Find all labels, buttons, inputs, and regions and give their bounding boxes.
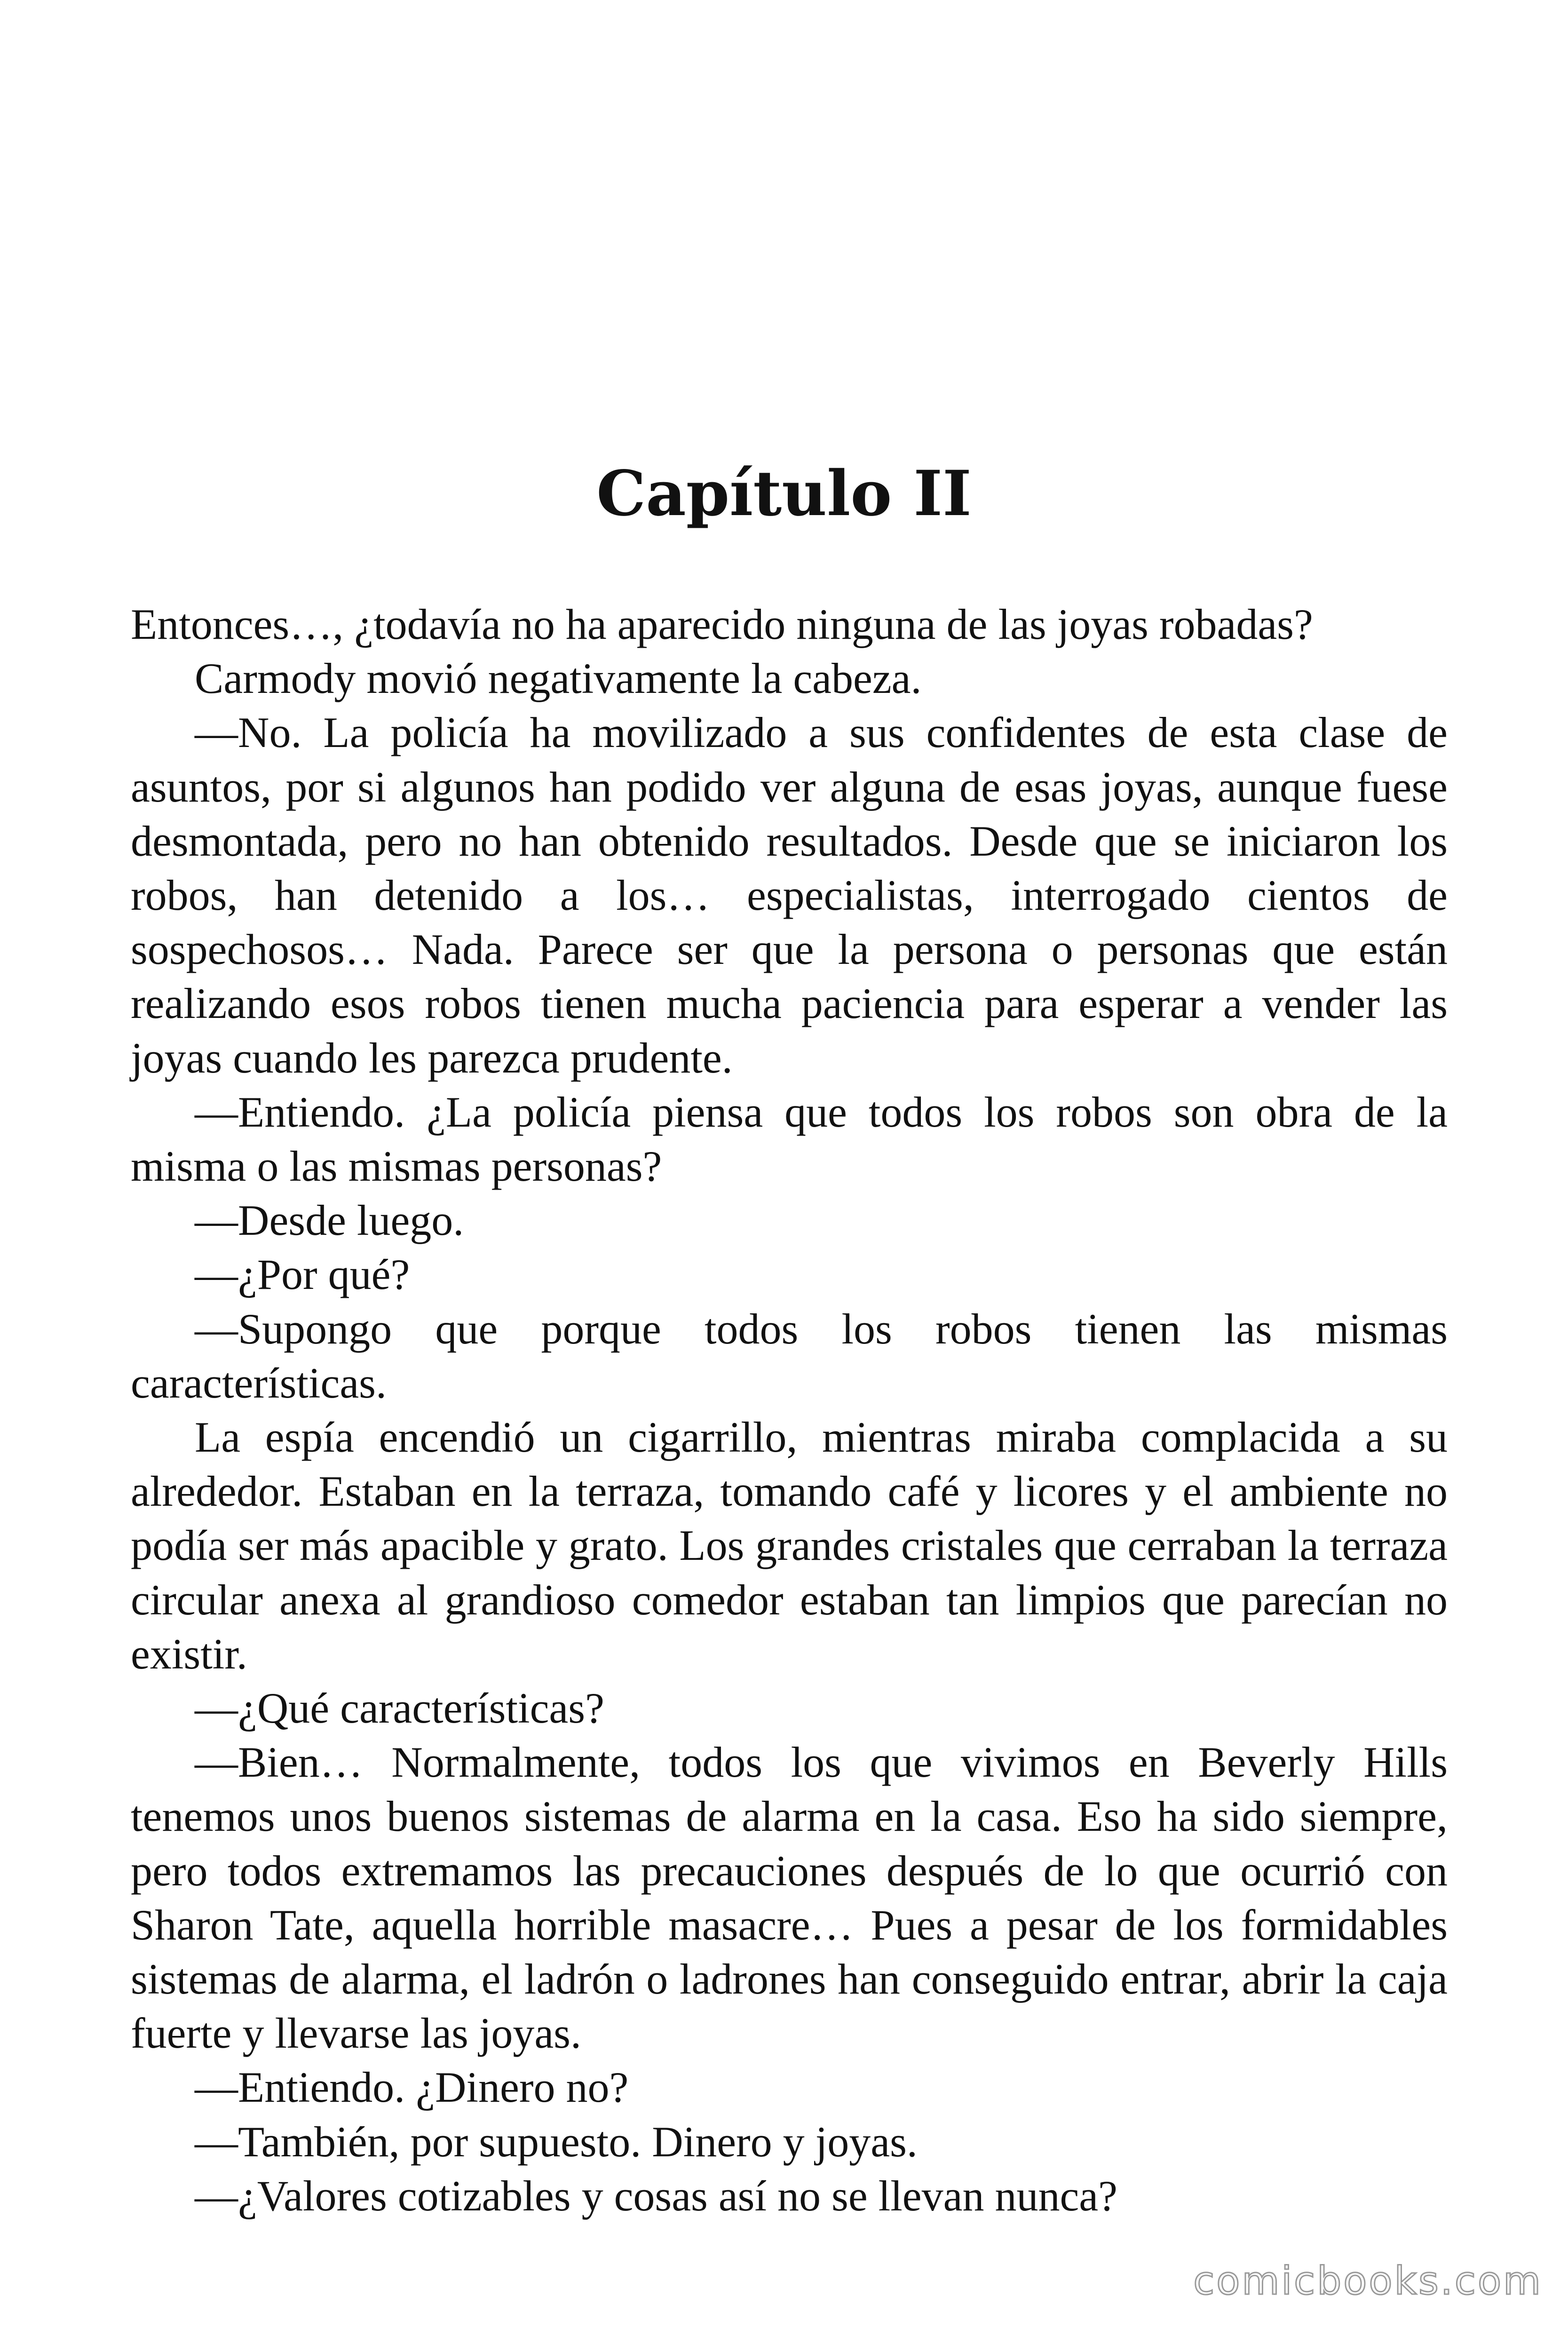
chapter-body: [131, 597, 1448, 2223]
paragraph-13: —¿Valores cotizables y cosas así no se llevan nunca?: [195, 2171, 1117, 2220]
chapter-title: Capítulo II: [596, 457, 972, 530]
paragraph-4: —Entiendo. ¿La policía piensa que todos los robos son obra de la misma o las mismas personas?: [131, 1088, 1448, 1191]
paragraph-7: —Supongo que porque todos los robos tienen las mismas características.: [131, 1304, 1448, 1407]
paragraph-10: —Bien… Normalmente, todos los que vivimos en Beverly Hills tenemos unos buenos sistemas de alarma en la casa. Eso ha sido siempre, pero todos extremamos las precauciones después de lo que ocurrió con Sharon Tate, aquella horrible masacre… Pues a pesar de los formidables sistemas de alarma, el ladrón o ladrones han conseguido entrar, abrir la caja fuerte y llevarse las joyas.: [131, 1738, 1448, 2058]
watermark: comicbooks.com: [1193, 2259, 1543, 2304]
paragraph-5: —Desde luego.: [195, 1196, 464, 1245]
paragraph-6: —¿Por qué?: [195, 1250, 410, 1299]
paragraph-8: La espía encendió un cigarrillo, mientras miraba complacida a su alrededor. Estaban en la terraza, tomando café y licores y el ambiente no podía ser más apacible y grato. Los grandes cristales que cerraban la terraza circular anexa al grandioso comedor estaban tan limpios que parecían no existir.: [131, 1413, 1448, 1678]
paragraph-11: —Entiendo. ¿Dinero no?: [195, 2063, 629, 2112]
paragraph-2: Carmody movió negativamente la cabeza.: [195, 654, 922, 703]
paragraph-1: Entonces…, ¿todavía no ha aparecido ninguna de las joyas robadas?: [131, 600, 1313, 648]
paragraph-9: —¿Qué características?: [195, 1684, 604, 1732]
paragraph-12: —También, por supuesto. Dinero y joyas.: [195, 2117, 918, 2166]
paragraph-3: —No. La policía ha movilizado a sus confidentes de esta clase de asuntos, por si algunos han podido ver alguna de esas joyas, aunque fuese desmontada, pero no han obtenido resultados. Desde que se iniciaron los robos, han detenido a los… especialistas, interrogado cientos de sospechosos… Nada. Parece ser que la persona o personas que están realizando esos robos tienen mucha paciencia para esperar a vender las joyas cuando les parezca prudente.: [131, 708, 1448, 1082]
